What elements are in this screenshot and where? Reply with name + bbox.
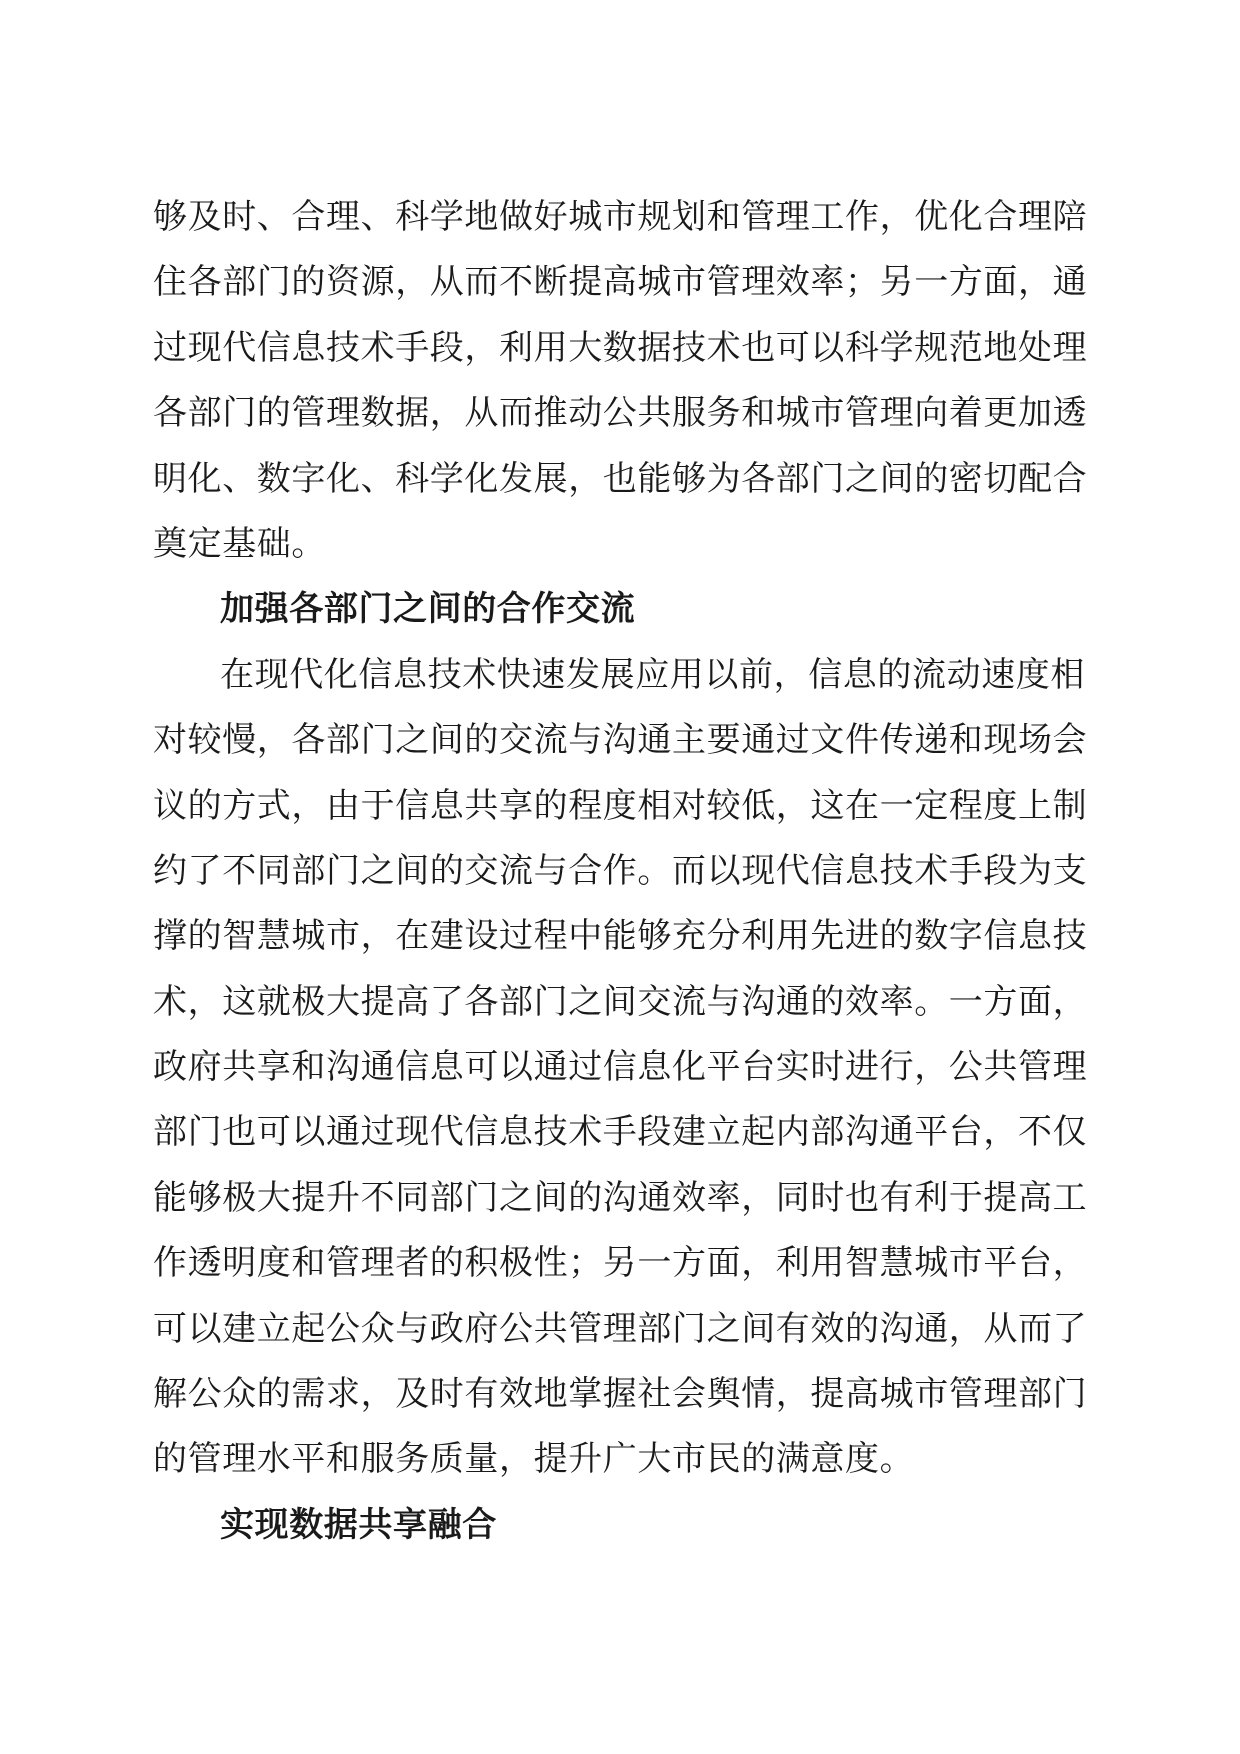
text-line: 部门也可以通过现代信息技术手段建立起内部沟通平台，不仅 — [153, 1112, 1088, 1153]
text-line: 术，这就极大提高了各部门之间交流与沟通的效率。一方面， — [153, 981, 1088, 1022]
paragraph — [153, 643, 1088, 1493]
text-line: 奠定基础。 — [153, 523, 326, 564]
section-heading — [153, 577, 1088, 642]
text-line: 的管理水平和服务质量，提升广大市民的满意度。 — [153, 1439, 915, 1480]
text-line: 明化、数字化、科学化发展，也能够为各部门之间的密切配合 — [153, 458, 1088, 499]
document-page — [153, 185, 1088, 1558]
text-line: 住各部门的资源，从而不断提高城市管理效率；另一方面，通 — [153, 262, 1088, 303]
heading-text: 实现数据共享融合 — [220, 1504, 497, 1545]
section-heading — [153, 1493, 1088, 1558]
text-line: 对较慢，各部门之间的交流与沟通主要通过文件传递和现场会 — [153, 720, 1088, 761]
text-line: 能够极大提升不同部门之间的沟通效率，同时也有利于提高工 — [153, 1177, 1088, 1218]
text-line: 过现代信息技术手段，利用大数据技术也可以科学规范地处理 — [153, 327, 1088, 368]
text-line: 作透明度和管理者的积极性；另一方面，利用智慧城市平台， — [153, 1243, 1088, 1284]
text-line: 在现代化信息技术快速发展应用以前，信息的流动速度相 — [220, 654, 1085, 695]
text-line: 约了不同部门之间的交流与合作。而以现代信息技术手段为支 — [153, 850, 1088, 891]
text-line: 议的方式，由于信息共享的程度相对较低，这在一定程度上制 — [153, 785, 1088, 826]
text-line: 够及时、合理、科学地做好城市规划和管理工作，优化合理陪 — [153, 197, 1088, 237]
heading-text: 加强各部门之间的合作交流 — [220, 589, 636, 630]
paragraph — [153, 185, 1088, 577]
text-line: 各部门的管理数据，从而推动公共服务和城市管理向着更加透 — [153, 393, 1088, 434]
text-line: 解公众的需求，及时有效地掌握社会舆情，提高城市管理部门 — [153, 1374, 1088, 1415]
text-line: 政府共享和沟通信息可以通过信息化平台实时进行，公共管理 — [153, 1047, 1088, 1088]
text-line: 可以建立起公众与政府公共管理部门之间有效的沟通，从而了 — [153, 1308, 1088, 1349]
text-line: 撑的智慧城市，在建设过程中能够充分利用先进的数字信息技 — [153, 916, 1088, 957]
